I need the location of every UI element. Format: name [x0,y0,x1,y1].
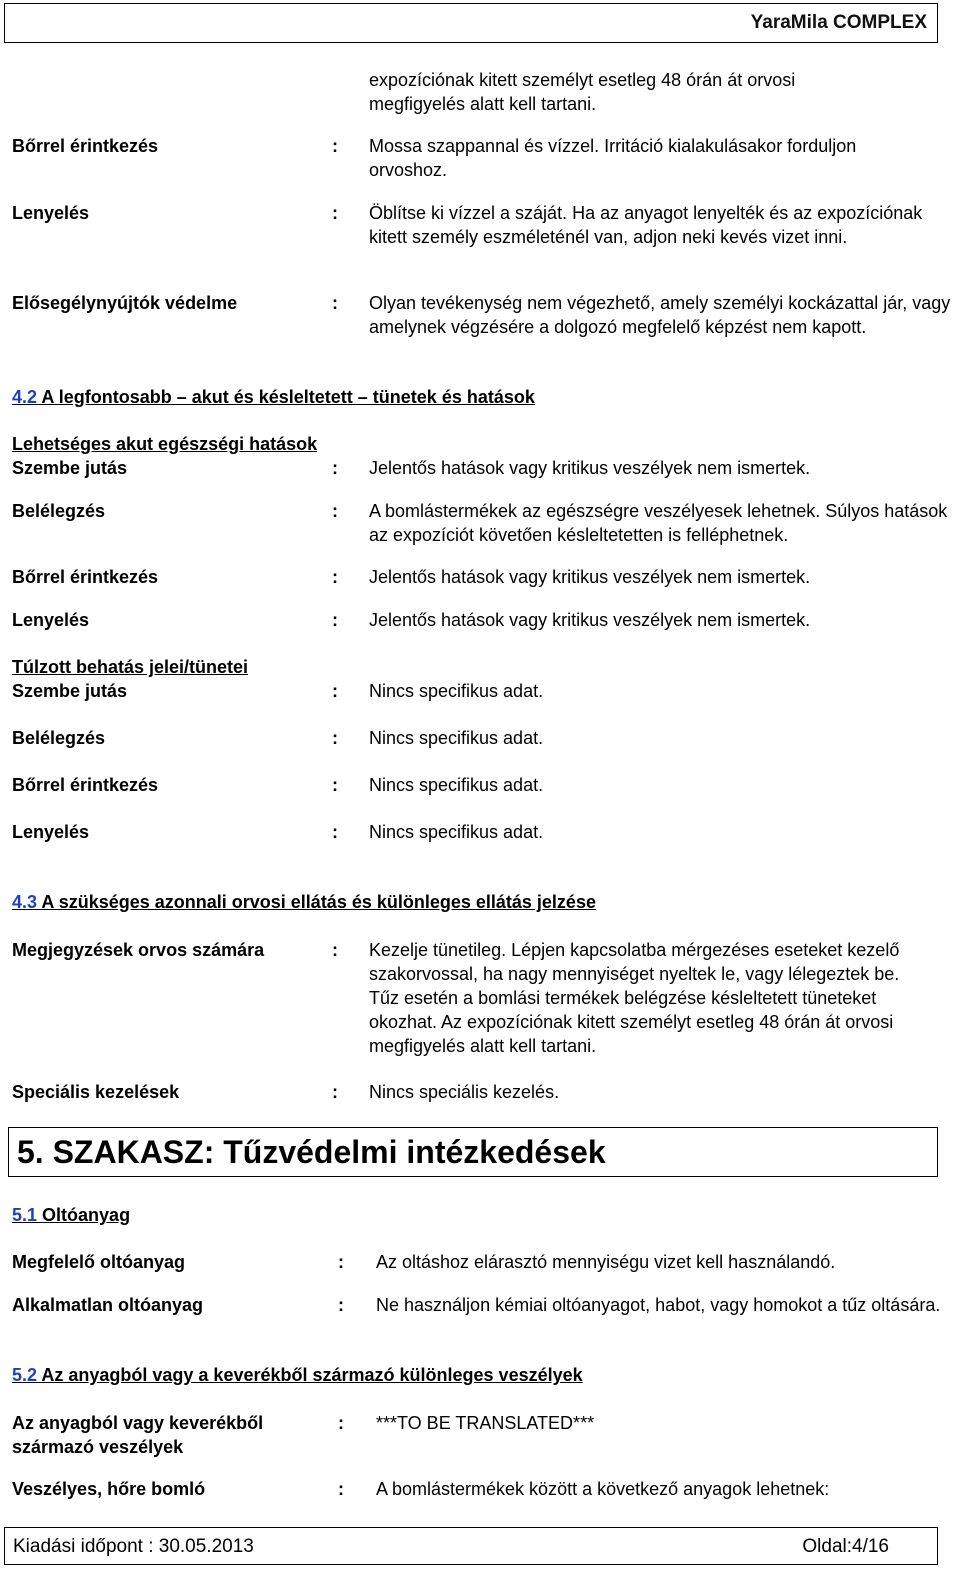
row-label: Speciális kezelések [12,1082,180,1102]
row-value: Nincs specifikus adat. [369,681,544,701]
row-label: Alkalmatlan oltóanyag [12,1295,204,1315]
section-title: Az anyagból vagy a keverékből származó különleges veszélyek [41,1365,583,1385]
section-5-1-heading [12,1203,130,1227]
page-footer [4,1527,938,1565]
row-colon: : [332,458,338,478]
row-colon: : [332,293,338,313]
section-title: A szükséges azonnali orvosi ellátás és különleges ellátás jelzése [41,892,596,912]
section-number: 4.3 [12,892,38,912]
section-5-2-heading [12,1363,583,1387]
row-colon: : [332,822,338,842]
row-value: Kezelje tünetileg. Lépjen kapcsolatba mérgezéses eseteket kezelő szakorvossal, ha nagy mennyiséget nyeltek le, vagy lélegeztek be. Tűz esetén a bomlási termékek belégzése késleltetett tüneteket okozhat. Az expozíciónak kitett személyt esetleg 48 órán át orvosi megfigyelés alatt kell tartani. [369,940,900,1056]
row-value: Mossa szappannal és vízzel. Irritáció kialakulásakor forduljon orvoshoz. [369,136,857,180]
row-colon: : [332,203,338,223]
row-label: Szembe jutás [12,681,128,701]
overexposure-heading: Túlzott behatás jelei/tünetei [12,657,249,677]
row-colon: : [332,501,338,521]
row-label: Lenyelés [12,822,90,842]
row-value: Az oltáshoz elárasztó mennyiségu vizet kell használandó. [376,1252,836,1272]
row-label: Megjegyzések orvos számára [12,940,265,960]
row-label: Lenyelés [12,610,90,630]
row-colon: : [338,1252,344,1272]
page-number: Oldal:4/16 [802,1536,889,1557]
section-4-3-heading [12,890,596,914]
row-colon: : [332,681,338,701]
row-label-line-1: Az anyagból vagy keverékből [12,1413,264,1433]
section-5-title: 5. SZAKASZ: Tűzvédelmi intézkedések [17,1134,606,1170]
row-value: Nincs specifikus adat. [369,728,544,748]
row-value: Ne használjon kémiai oltóanyagot, habot, vagy homokot a tűz oltására. [376,1295,941,1315]
row-label: Belélegzés [12,728,106,748]
row-label: Veszélyes, hőre bomló [12,1479,206,1499]
row-value: Nincs specifikus adat. [369,775,544,795]
row-value: A bomlástermékek az egészségre veszélyesek lehetnek. Súlyos hatások az expozíciót követően késleltetetten is felléphetnek. [369,501,948,545]
continuation-text: expozíciónak kitett személyt esetleg 48 órán át orvosi megfigyelés alatt kell tartani. [369,70,796,114]
row-value: Jelentős hatások vagy kritikus veszélyek nem ismertek. [369,458,811,478]
row-colon: : [338,1413,344,1433]
section-5-banner [8,1127,938,1177]
row-value: Jelentős hatások vagy kritikus veszélyek nem ismertek. [369,610,811,630]
row-value: A bomlástermékek között a következő anyagok lehetnek: [376,1479,830,1499]
section-4-2-heading [12,385,535,409]
row-label: Megfelelő oltóanyag [12,1252,186,1272]
section-number: 4.2 [12,387,38,407]
row-colon: : [332,728,338,748]
row-label-line-2: származó veszélyek [12,1437,184,1457]
acute-effects-heading: Lehetséges akut egészségi hatások [12,434,318,454]
row-colon: : [332,940,338,960]
row-colon: : [338,1479,344,1499]
section-title: Oltóanyag [42,1205,131,1225]
row-colon: : [332,610,338,630]
row-colon: : [332,775,338,795]
row-value: Olyan tevékenység nem végezhető, amely személyi kockázattal jár, vagy amelynek végzésére a dolgozó megfelelő képzést nem kapott. [369,293,951,337]
row-label: Bőrrel érintkezés [12,136,159,156]
row-colon: : [338,1295,344,1315]
issue-date: Kiadási időpont : 30.05.2013 [13,1536,254,1557]
product-title: YaraMila COMPLEX [750,12,927,33]
row-label: Elősegélynyújtók védelme [12,293,238,313]
row-colon: : [332,1082,338,1102]
row-label: Lenyelés [12,203,90,223]
row-colon: : [332,136,338,156]
row-value: Nincs speciális kezelés. [369,1082,560,1102]
row-label: Bőrrel érintkezés [12,775,159,795]
row-colon: : [332,567,338,587]
row-label: Belélegzés [12,501,106,521]
row-label: Szembe jutás [12,458,128,478]
section-number: 5.2 [12,1365,38,1385]
row-value: Öblítse ki vízzel a száját. Ha az anyagot lenyelték és az expozíciónak kitett személy eszméleténél van, adjon neki kevés vizet inni. [369,203,923,247]
row-label: Bőrrel érintkezés [12,567,159,587]
row-value: ***TO BE TRANSLATED*** [376,1413,595,1433]
row-value: Jelentős hatások vagy kritikus veszélyek nem ismertek. [369,567,811,587]
section-number: 5.1 [12,1205,38,1225]
section-title: A legfontosabb – akut és késleltetett – tünetek és hatások [41,387,535,407]
row-value: Nincs specifikus adat. [369,822,544,842]
row-label [12,1411,263,1459]
page-header [4,3,938,43]
